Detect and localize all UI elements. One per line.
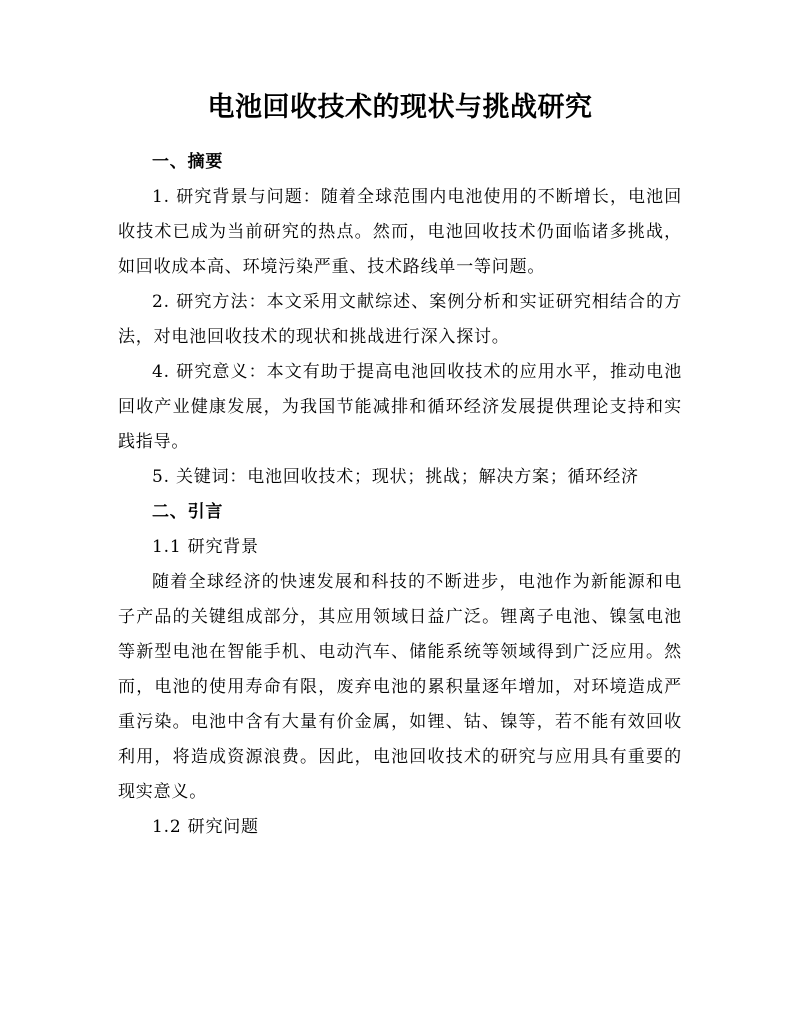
background-heading: 1.1 研究背景 bbox=[152, 537, 259, 557]
abstract-heading: 一、摘要 bbox=[152, 152, 224, 172]
abstract-item-keywords: 5. 关键词：电池回收技术；现状；挑战；解决方案；循环经济 bbox=[152, 467, 639, 487]
intro-heading: 二、引言 bbox=[152, 502, 224, 522]
document-title: 电池回收技术的现状与挑战研究 bbox=[207, 92, 593, 123]
background-paragraph: 随着全球经济的快速发展和科技的不断进步，电池作为新能源和电子产品的关键组成部分，其应用领域日益广泛。锂离子电池、镍氢电池等新型电池在智能手机、电动汽车、储能系统等领域得到广泛应用。然而，电池的使用寿命有限，废弃电池的累积量逐年增加，对环境造成严重污染。电池中含有大量有价金属，如锂、钴、镍等，若不能有效回收利用，将造成资源浪费。因此，电池回收技术的研究与应用具有重要的现实意义。 bbox=[118, 572, 682, 802]
abstract-item-method: 2. 研究方法：本文采用文献综述、案例分析和实证研究相结合的方法，对电池回收技术的现状和挑战进行深入探讨。 bbox=[118, 292, 682, 347]
question-heading: 1.2 研究问题 bbox=[152, 817, 259, 837]
abstract-item-significance: 4. 研究意义：本文有助于提高电池回收技术的应用水平，推动电池回收产业健康发展，为我国节能减排和循环经济发展提供理论支持和实践指导。 bbox=[118, 362, 682, 452]
abstract-item-background: 1. 研究背景与问题：随着全球范围内电池使用的不断增长，电池回收技术已成为当前研究的热点。然而，电池回收技术仍面临诸多挑战，如回收成本高、环境污染严重、技术路线单一等问题。 bbox=[118, 187, 682, 277]
document-body bbox=[118, 145, 682, 845]
